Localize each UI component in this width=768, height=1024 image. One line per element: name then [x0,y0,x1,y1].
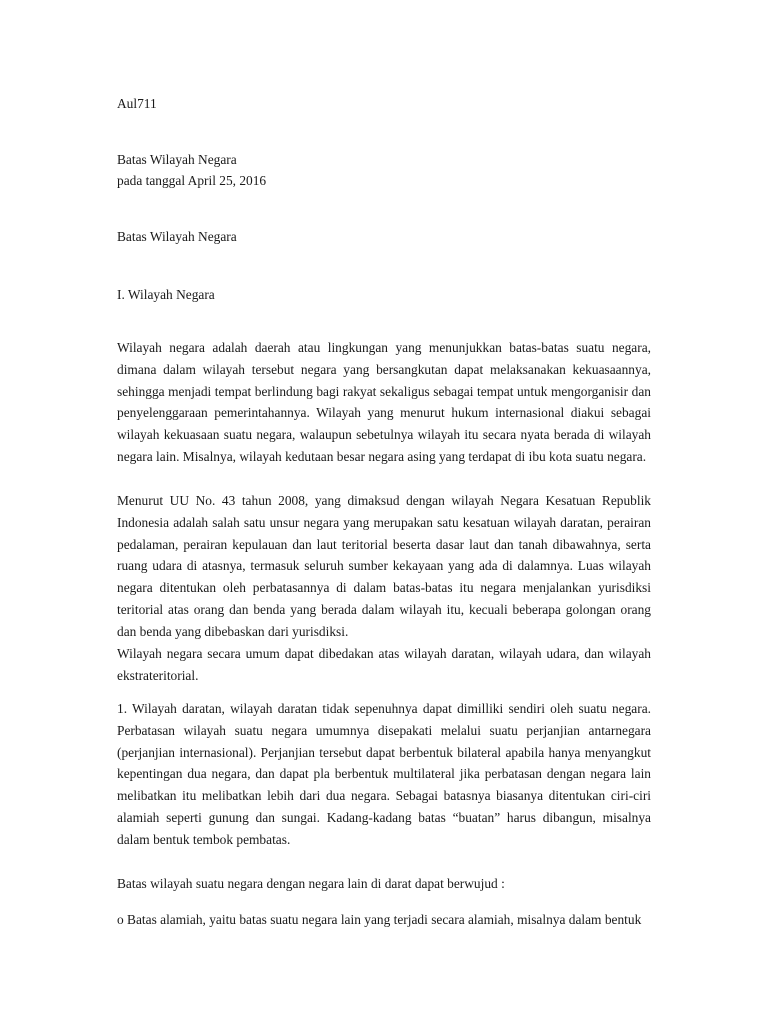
paragraph-wilayah-daratan: 1. Wilayah daratan, wilayah daratan tidak sepenuhnya dapat dimilliki sendiri oleh suatu negara. Perbatasan wilayah suatu negara umumnya disepakati melalui suatu perjanjian antarnegara (perjanjian internasional). Perjanjian tersebut dapat berbentuk bilateral apabila hanya menyangkut kepentingan dua negara, dan dapat pla berbentuk multilateral jika perbatasan dengan negara lain melibatkan itu melibatkan lebih dari dua negara. Sebagai batasnya biasanya ditentukan ciri-ciri alamiah seperti gunung dan sungai. Kadang-kadang batas “buatan” harus dibangun, misalnya dalam bentuk tembok pembatas. [117,701,651,847]
author-name: Aul711 [117,96,157,111]
document-title: Batas Wilayah Negara [117,152,237,167]
paragraph-definition: Wilayah negara adalah daerah atau lingkungan yang menunjukkan batas-batas suatu negara, dimana dalam wilayah tersebut negara yang bersangkutan dapat melaksanakan kekuasaannya, sehingga menjadi tempat berlindung bagi rakyat sekaligus sebagai tempat untuk mengorganisir dan penyelenggaraan pemerintahannya. Wilayah yang menurut hukum internasional diakui sebagai wilayah kekuasaan suatu negara, walaupun sebetulnya wilayah itu secara nyata berada di wilayah negara lain. Misalnya, wilayah kedutaan besar negara asing yang terdapat di ibu kota suatu negara. [117,340,651,464]
paragraph-classification: Wilayah negara secara umum dapat dibedakan atas wilayah daratan, wilayah udara, dan wilayah ekstrateritorial. [117,646,651,683]
section-heading: I. Wilayah Negara [117,287,215,302]
document-subtitle: Batas Wilayah Negara [117,229,237,244]
publish-date: pada tanggal April 25, 2016 [117,173,267,188]
paragraph-uu-43: Menurut UU No. 43 tahun 2008, yang dimaksud dengan wilayah Negara Kesatuan Republik Indonesia adalah salah satu unsur negara yang merupakan satu kesatuan wilayah daratan, perairan pedalaman, perairan kepulauan dan laut teritorial beserta dasar laut dan tanah dibawahnya, serta ruang udara di atasnya, termasuk seluruh sumber kekayaan yang ada di dalamnya. Luas wilayah negara ditentukan oleh perbatasannya di dalam batas-batas itu negara menjalankan yurisdiksi teritorial atas orang dan benda yang berada dalam wilayah itu, kecuali beberapa golongan orang dan benda yang dibebaskan dari yurisdiksi. [117,493,651,639]
border-intro: Batas wilayah suatu negara dengan negara lain di darat dapat berwujud : [117,876,505,891]
bullet-item-natural-border: o Batas alamiah, yaitu batas suatu negara lain yang terjadi secara alamiah, misalnya dalam bentuk [117,912,642,927]
